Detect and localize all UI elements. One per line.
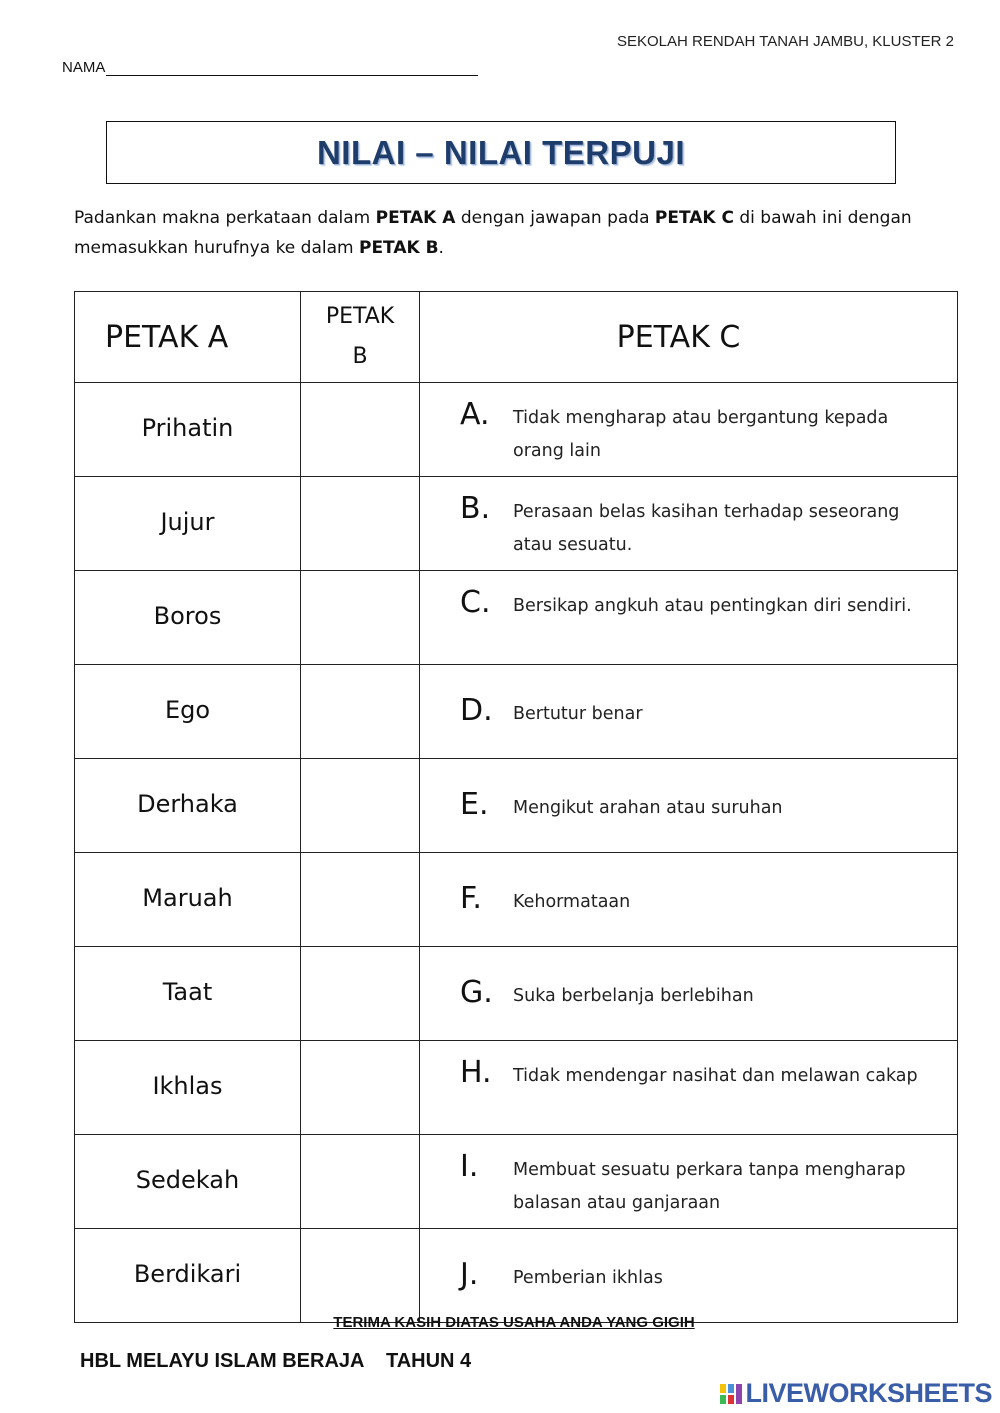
petak-a-word: Ikhlas <box>75 1041 301 1135</box>
instruction-text: dengan jawapan pada <box>455 208 655 228</box>
table-row <box>75 853 958 947</box>
petak-b-answer-box[interactable] <box>301 383 420 477</box>
liveworksheets-logo-icon <box>719 1382 743 1406</box>
petak-c-letter: B. <box>460 491 491 526</box>
instruction-petak-b: PETAK B <box>358 238 439 258</box>
petak-c-option <box>420 383 958 477</box>
petak-c-option <box>420 477 958 571</box>
petak-c-meaning: Tidak mengharap atau bergantung kepada orang lain <box>513 408 889 461</box>
title-box <box>106 121 896 184</box>
table-row <box>75 665 958 759</box>
table-header-row <box>75 292 958 383</box>
petak-b-answer-box[interactable] <box>301 947 420 1041</box>
petak-c-option <box>420 665 958 759</box>
petak-c-option <box>420 759 958 853</box>
header-petak-b <box>301 292 420 383</box>
petak-c-meaning: Perasaan belas kasihan terhadap seseorang atau sesuatu. <box>513 502 900 555</box>
petak-b-answer-box[interactable] <box>301 1041 420 1135</box>
petak-c-meaning: Suka berbelanja berlebihan <box>513 986 754 1006</box>
table-row <box>75 477 958 571</box>
petak-c-letter: A. <box>460 397 490 432</box>
table-row <box>75 1041 958 1135</box>
petak-a-word: Ego <box>75 665 301 759</box>
instruction-text: Padankan makna perkataan dalam <box>74 208 376 228</box>
table-row <box>75 571 958 665</box>
school-name: SEKOLAH RENDAH TANAH JAMBU, KLUSTER 2 <box>616 33 954 50</box>
thanks-message: TERIMA KASIH DIATAS USAHA ANDA YANG GIGIH <box>333 1314 695 1331</box>
petak-c-letter: C. <box>460 585 491 620</box>
petak-c-letter: H. <box>460 1055 492 1090</box>
header-petak-b-line2: B <box>352 344 368 369</box>
petak-c-meaning: Bertutur benar <box>513 704 643 724</box>
petak-b-answer-box[interactable] <box>301 477 420 571</box>
petak-b-answer-box[interactable] <box>301 853 420 947</box>
petak-b-answer-box[interactable] <box>301 1229 420 1323</box>
petak-c-letter: J. <box>460 1257 479 1292</box>
instructions <box>74 203 964 263</box>
petak-b-answer-box[interactable] <box>301 759 420 853</box>
instruction-petak-a: PETAK A <box>375 208 456 228</box>
table-row <box>75 1229 958 1323</box>
petak-a-word: Jujur <box>75 477 301 571</box>
table-row <box>75 759 958 853</box>
petak-c-letter: D. <box>460 693 493 728</box>
petak-c-meaning: Membuat sesuatu perkara tanpa mengharap balasan atau ganjaraan <box>513 1160 906 1213</box>
header-petak-c: PETAK C <box>420 292 958 383</box>
header-petak-a: PETAK A <box>75 292 301 383</box>
petak-a-word: Boros <box>75 571 301 665</box>
petak-c-letter: I. <box>460 1149 479 1184</box>
petak-a-word: Berdikari <box>75 1229 301 1323</box>
name-label: NAMA <box>62 59 106 76</box>
petak-c-meaning: Bersikap angkuh atau pentingkan diri sendiri. <box>513 596 912 616</box>
petak-b-answer-box[interactable] <box>301 665 420 759</box>
table-row <box>75 383 958 477</box>
instruction-text: di bawah ini dengan memasukkan hurufnya ke dalam <box>74 208 912 258</box>
table-row <box>75 947 958 1041</box>
footer-subject: HBL MELAYU ISLAM BERAJA TAHUN 4 <box>80 1350 472 1372</box>
petak-a-word: Taat <box>75 947 301 1041</box>
instruction-text: . <box>438 238 444 258</box>
petak-c-option <box>420 1229 958 1323</box>
petak-c-option <box>420 947 958 1041</box>
petak-c-letter: E. <box>460 787 489 822</box>
brand-name: LIVEWORKSHEETS <box>745 1378 992 1408</box>
table-row <box>75 1135 958 1229</box>
petak-c-meaning: Kehormataan <box>513 892 631 912</box>
petak-c-letter: F. <box>460 881 482 916</box>
brand <box>719 1378 992 1409</box>
petak-b-answer-box[interactable] <box>301 1135 420 1229</box>
petak-a-word: Prihatin <box>75 383 301 477</box>
matching-table <box>74 291 958 1323</box>
petak-a-word: Maruah <box>75 853 301 947</box>
name-input-line[interactable] <box>106 59 478 76</box>
header-petak-b-line1: PETAK <box>325 304 395 329</box>
petak-c-meaning: Pemberian ikhlas <box>513 1268 663 1288</box>
petak-a-word: Derhaka <box>75 759 301 853</box>
petak-c-option <box>420 1041 958 1135</box>
petak-b-answer-box[interactable] <box>301 571 420 665</box>
petak-c-meaning: Mengikut arahan atau suruhan <box>513 798 783 818</box>
petak-a-word: Sedekah <box>75 1135 301 1229</box>
page-title: NILAI – NILAI TERPUJI <box>316 133 686 171</box>
petak-c-meaning: Tidak mendengar nasihat dan melawan cakap <box>513 1066 918 1086</box>
name-field-row <box>62 59 478 76</box>
petak-c-option <box>420 1135 958 1229</box>
instruction-petak-c: PETAK C <box>654 208 734 228</box>
petak-c-option <box>420 853 958 947</box>
petak-c-option <box>420 571 958 665</box>
petak-c-letter: G. <box>460 975 493 1010</box>
